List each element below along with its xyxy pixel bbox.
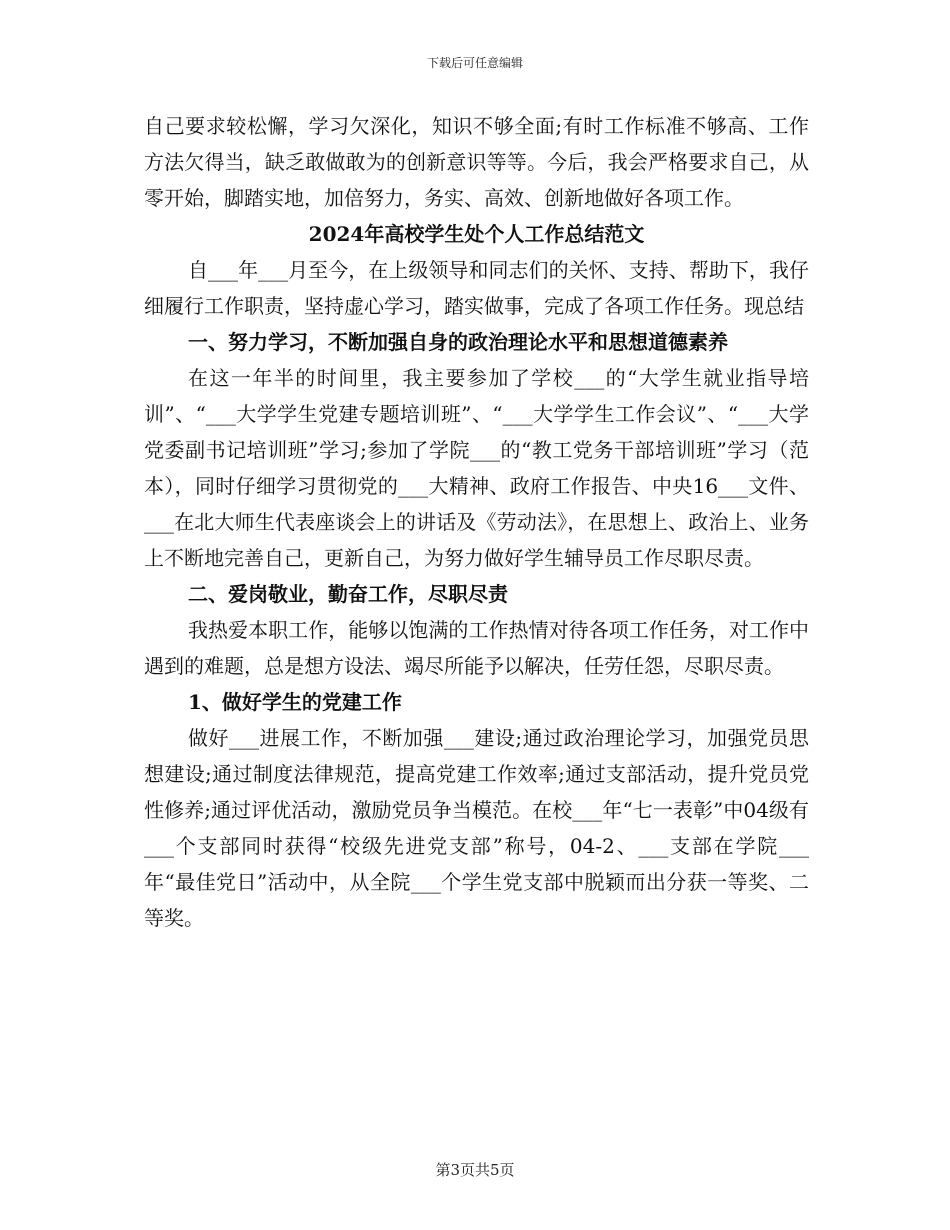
paragraph-intro-continuation: 自己要求较松懈，学习欠深化，知识不够全面;有时工作标准不够高、工作方法欠得当，缺乏敢做敢为的创新意识等等。今后，我会严格要求自己，从零开始，脚踏实地，加倍努力，务实、高效、创新地做好各项工作。 — [144, 114, 809, 210]
section-heading-2: 二、爱岗敬业，勤奋工作，尽职尽责 — [188, 582, 508, 606]
section-heading-1: 一、努力学习，不断加强自身的政治理论水平和思想道德素养 — [188, 330, 728, 354]
document-title: 2024年高校学生处个人工作总结范文 — [308, 222, 645, 246]
document-body — [144, 108, 809, 936]
page-footer: 第3页共5页 — [435, 1161, 515, 1179]
paragraph-party-building: 做好___进展工作，不断加强___建设;通过政治理论学习，加强党员思想建设;通过制度法律规范，提高党建工作效率;通过支部活动，提升党员党性修养;通过评优活动，激励党员争当模范。在校___年“七一表彰”中04级有___个支部同时获得“校级先进党支部”称号，04-2、___支部在学院___年“最佳党日”活动中，从全院___个学生党支部中脱颖而出分获一等奖、二等奖。 — [144, 726, 809, 930]
paragraph-opening: 自___年___月至今，在上级领导和同志们的关怀、支持、帮助下，我仔细履行工作职责，坚持虚心学习，踏实做事，完成了各项工作任务。现总结 — [144, 258, 809, 318]
paragraph-dedication: 我热爱本职工作，能够以饱满的工作热情对待各项工作任务，对工作中遇到的难题，总是想方设法、竭尽所能予以解决，任劳任怨，尽职尽责。 — [144, 618, 809, 678]
page-header: 下载后可任意编辑 — [426, 56, 523, 70]
subsection-heading-1: 1、做好学生的党建工作 — [188, 690, 402, 714]
paragraph-study: 在这一年半的时间里，我主要参加了学校___的“大学生就业指导培训”、“___大学学生党建专题培训班”、“___大学学生工作会议”、“___大学党委副书记培训班”学习;参加了学院___的“教工党务干部培训班”学习（范本），同时仔细学习贯彻党的___大精神、政府工作报告、中央16___文件、___在北大师生代表座谈会上的讲话及《劳动法》，在思想上、政治上、业务上不断地完善自己，更新自己，为努力做好学生辅导员工作尽职尽责。 — [144, 366, 809, 570]
